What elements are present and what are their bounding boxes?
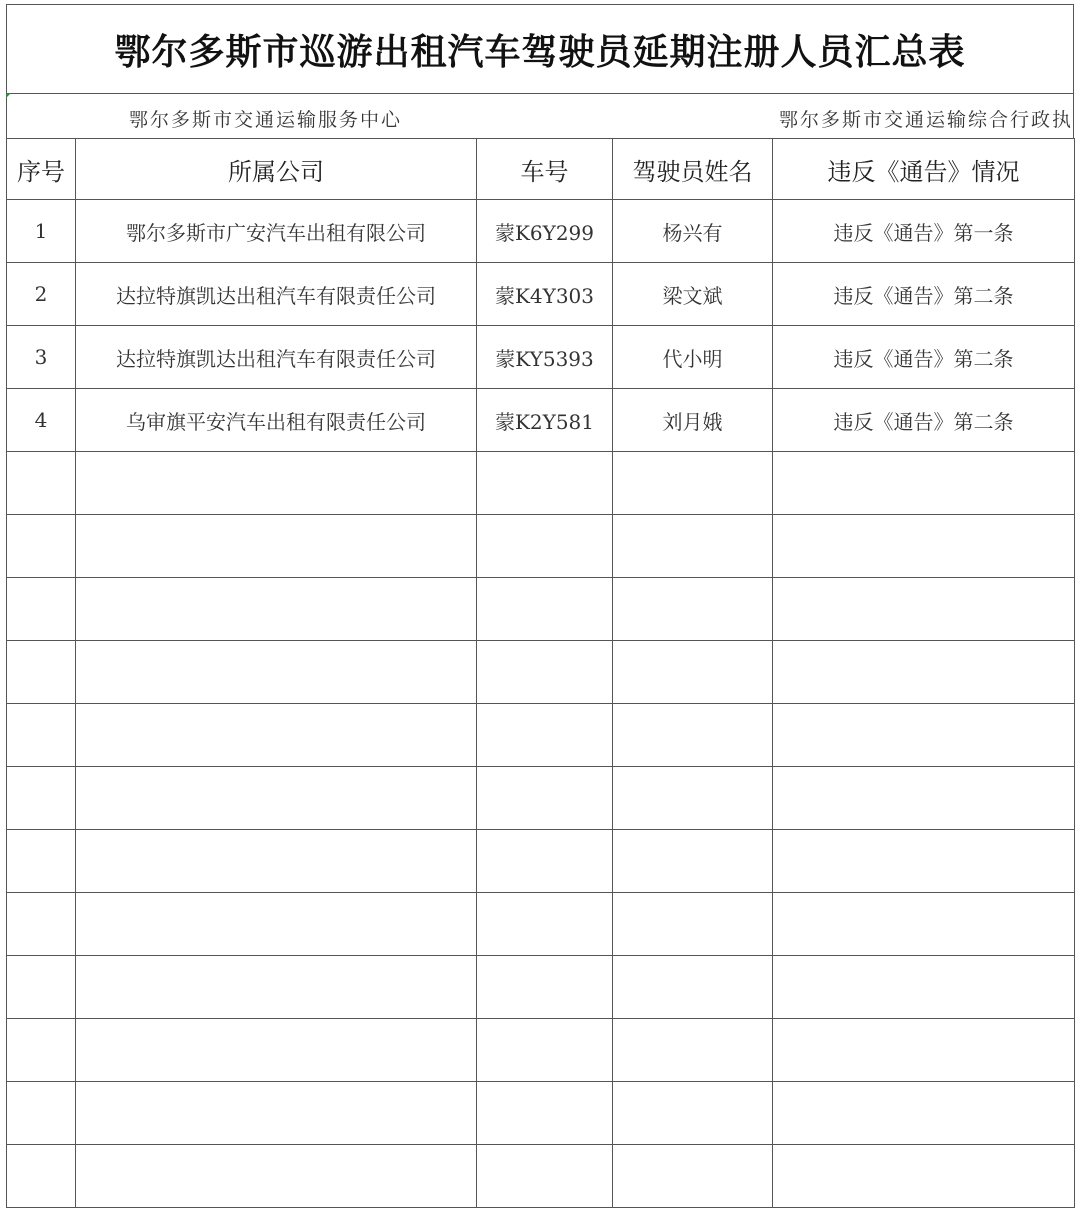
cell-company-empty bbox=[76, 1019, 477, 1082]
table-row bbox=[7, 389, 1075, 452]
cell-violation-empty bbox=[773, 515, 1075, 578]
cell-violation-empty bbox=[773, 767, 1075, 830]
cell-driver: 梁文斌 bbox=[613, 263, 773, 326]
empty-row bbox=[7, 767, 1075, 830]
cell-driver-empty bbox=[613, 641, 773, 704]
empty-row bbox=[7, 893, 1075, 956]
cell-driver-empty bbox=[613, 515, 773, 578]
cell-violation-empty bbox=[773, 452, 1075, 515]
empty-row bbox=[7, 1145, 1075, 1208]
cell-violation-empty bbox=[773, 893, 1075, 956]
empty-row bbox=[7, 578, 1075, 641]
header-violation: 违反《通告》情况 bbox=[773, 139, 1075, 200]
cell-plate-empty bbox=[477, 893, 613, 956]
subtitle-row bbox=[6, 93, 1074, 138]
cell-index: 1 bbox=[7, 200, 76, 263]
cell-index-empty bbox=[7, 452, 76, 515]
cell-driver-empty bbox=[613, 767, 773, 830]
empty-row bbox=[7, 515, 1075, 578]
sheet-title: 鄂尔多斯市巡游出租汽车驾驶员延期注册人员汇总表 bbox=[6, 4, 1074, 93]
table-row bbox=[7, 200, 1075, 263]
cell-plate-empty bbox=[477, 1019, 613, 1082]
cell-driver: 代小明 bbox=[613, 326, 773, 389]
table-header-row bbox=[7, 139, 1075, 200]
empty-row bbox=[7, 1019, 1075, 1082]
cell-plate-empty bbox=[477, 515, 613, 578]
cell-driver-empty bbox=[613, 830, 773, 893]
cell-plate: 蒙K6Y299 bbox=[477, 200, 613, 263]
cell-company-empty bbox=[76, 1145, 477, 1208]
cell-index-empty bbox=[7, 1019, 76, 1082]
cell-driver: 杨兴有 bbox=[613, 200, 773, 263]
cell-company-empty bbox=[76, 1082, 477, 1145]
cell-driver-empty bbox=[613, 1082, 773, 1145]
cell-driver-empty bbox=[613, 704, 773, 767]
empty-row bbox=[7, 641, 1075, 704]
cell-index-empty bbox=[7, 893, 76, 956]
cell-violation-empty bbox=[773, 1082, 1075, 1145]
cell-marker-icon bbox=[6, 93, 11, 98]
header-plate: 车号 bbox=[477, 139, 613, 200]
cell-plate-empty bbox=[477, 704, 613, 767]
cell-index-empty bbox=[7, 704, 76, 767]
cell-violation: 违反《通告》第二条 bbox=[773, 389, 1075, 452]
cell-company-empty bbox=[76, 515, 477, 578]
cell-index: 4 bbox=[7, 389, 76, 452]
cell-plate: 蒙K2Y581 bbox=[477, 389, 613, 452]
cell-company-empty bbox=[76, 956, 477, 1019]
header-index: 序号 bbox=[7, 139, 76, 200]
cell-driver-empty bbox=[613, 893, 773, 956]
cell-driver-empty bbox=[613, 956, 773, 1019]
cell-plate-empty bbox=[477, 641, 613, 704]
cell-company-empty bbox=[76, 452, 477, 515]
cell-plate: 蒙K4Y303 bbox=[477, 263, 613, 326]
table-row bbox=[7, 326, 1075, 389]
cell-driver-empty bbox=[613, 1145, 773, 1208]
summary-table bbox=[6, 138, 1075, 1208]
cell-index-empty bbox=[7, 956, 76, 1019]
cell-index-empty bbox=[7, 515, 76, 578]
cell-index-empty bbox=[7, 1145, 76, 1208]
empty-row bbox=[7, 1082, 1075, 1145]
cell-company-empty bbox=[76, 641, 477, 704]
cell-plate: 蒙KY5393 bbox=[477, 326, 613, 389]
cell-plate-empty bbox=[477, 578, 613, 641]
cell-company-empty bbox=[76, 578, 477, 641]
cell-violation-empty bbox=[773, 956, 1075, 1019]
cell-violation: 违反《通告》第一条 bbox=[773, 200, 1075, 263]
spreadsheet bbox=[6, 4, 1074, 1208]
cell-company: 鄂尔多斯市广安汽车出租有限公司 bbox=[76, 200, 477, 263]
cell-violation-empty bbox=[773, 641, 1075, 704]
header-driver: 驾驶员姓名 bbox=[613, 139, 773, 200]
empty-row bbox=[7, 956, 1075, 1019]
cell-index-empty bbox=[7, 767, 76, 830]
empty-row bbox=[7, 452, 1075, 515]
cell-driver: 刘月娥 bbox=[613, 389, 773, 452]
cell-index-empty bbox=[7, 578, 76, 641]
cell-index-empty bbox=[7, 1082, 76, 1145]
cell-company: 达拉特旗凯达出租汽车有限责任公司 bbox=[76, 263, 477, 326]
cell-violation-empty bbox=[773, 578, 1075, 641]
cell-company-empty bbox=[76, 767, 477, 830]
cell-index: 3 bbox=[7, 326, 76, 389]
cell-plate-empty bbox=[477, 452, 613, 515]
subtitle-left: 鄂尔多斯市交通运输服务中心 bbox=[129, 109, 403, 131]
cell-company-empty bbox=[76, 830, 477, 893]
cell-driver-empty bbox=[613, 452, 773, 515]
cell-plate-empty bbox=[477, 1145, 613, 1208]
empty-row bbox=[7, 704, 1075, 767]
cell-violation-empty bbox=[773, 1145, 1075, 1208]
cell-violation: 违反《通告》第二条 bbox=[773, 263, 1075, 326]
cell-violation: 违反《通告》第二条 bbox=[773, 326, 1075, 389]
empty-row bbox=[7, 830, 1075, 893]
cell-driver-empty bbox=[613, 578, 773, 641]
cell-violation-empty bbox=[773, 704, 1075, 767]
cell-company-empty bbox=[76, 704, 477, 767]
cell-plate-empty bbox=[477, 1082, 613, 1145]
cell-company-empty bbox=[76, 893, 477, 956]
cell-index-empty bbox=[7, 830, 76, 893]
header-company: 所属公司 bbox=[76, 139, 477, 200]
cell-plate-empty bbox=[477, 830, 613, 893]
cell-index: 2 bbox=[7, 263, 76, 326]
cell-index-empty bbox=[7, 641, 76, 704]
cell-violation-empty bbox=[773, 830, 1075, 893]
cell-driver-empty bbox=[613, 1019, 773, 1082]
cell-company: 乌审旗平安汽车出租有限责任公司 bbox=[76, 389, 477, 452]
cell-violation-empty bbox=[773, 1019, 1075, 1082]
cell-plate-empty bbox=[477, 956, 613, 1019]
table-row bbox=[7, 263, 1075, 326]
cell-company: 达拉特旗凯达出租汽车有限责任公司 bbox=[76, 326, 477, 389]
cell-plate-empty bbox=[477, 767, 613, 830]
subtitle-right: 鄂尔多斯市交通运输综合行政执 bbox=[778, 109, 1073, 131]
